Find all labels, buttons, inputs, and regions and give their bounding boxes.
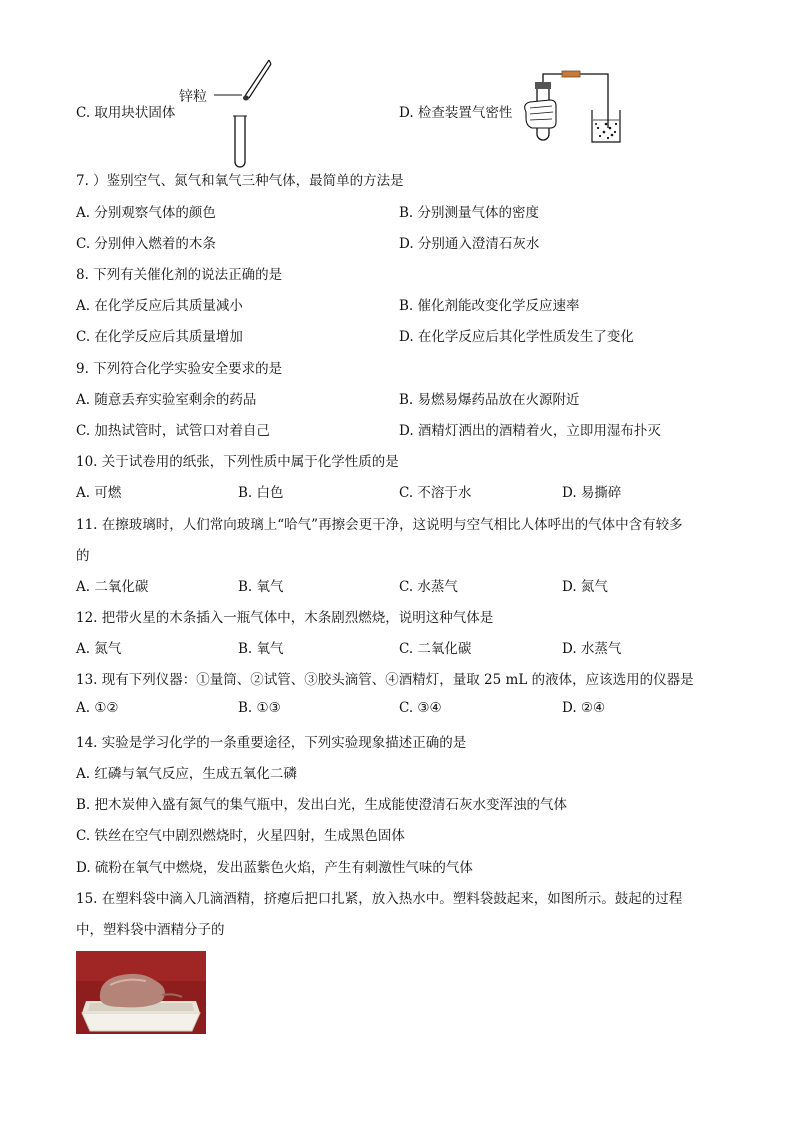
question-13-options [76, 700, 726, 720]
q11-option-b: B. 氧气 [238, 579, 284, 595]
q8-option-a: A. 在化学反应后其质量减小 [76, 298, 243, 314]
question-9-options-row-1 [76, 388, 726, 408]
q13-option-b: B. ①③ [238, 700, 281, 716]
q6-option-d: D. 检查装置气密性 [399, 105, 513, 121]
question-7-options-row-2 [76, 232, 726, 252]
q7-option-d: D. 分别通入澄清石灰水 [399, 236, 540, 252]
q7-option-b: B. 分别测量气体的密度 [399, 205, 540, 221]
q10-option-d: D. 易撕碎 [562, 485, 622, 501]
q14-option-a: A. 红磷与氧气反应，生成五氧化二磷 [76, 766, 297, 782]
q11-option-a: A. 二氧化碳 [76, 579, 149, 595]
q7-option-c: C. 分别伸入燃着的木条 [76, 236, 216, 252]
q13-option-c: C. ③④ [399, 700, 442, 716]
test-tube-tweezers-illustration [212, 58, 282, 170]
q7-option-a: A. 分别观察气体的颜色 [76, 205, 216, 221]
q11-option-c: C. 水蒸气 [399, 579, 458, 595]
question-7-options-row-1 [76, 201, 726, 221]
q9-option-b: B. 易燃易爆药品放在火源附近 [399, 392, 580, 408]
q8-option-b: B. 催化剂能改变化学反应速率 [399, 298, 580, 314]
q12-option-c: C. 二氧化碳 [399, 641, 472, 657]
q12-option-b: B. 氧气 [238, 641, 284, 657]
question-9-options-row-2 [76, 419, 726, 439]
plastic-bag-in-hot-water-photo [76, 951, 206, 1034]
question-12-stem: 12. 把带火星的木条插入一瓶气体中，木条剧烈燃烧，说明这种气体是 [76, 610, 494, 626]
q9-option-c: C. 加热试管时，试管口对着自己 [76, 423, 270, 439]
q14-option-d: D. 硫粉在氧气中燃烧，发出蓝紫色火焰，产生有刺激性气味的气体 [76, 860, 473, 876]
question-11-options [76, 575, 726, 595]
question-14-stem: 14. 实验是学习化学的一条重要途径，下列实验现象描述正确的是 [76, 735, 467, 751]
question-12-options [76, 637, 726, 657]
q13-option-a: A. ①② [76, 700, 119, 716]
question-15-stem-continued: 中，塑料袋中酒精分子的 [76, 922, 225, 938]
q10-option-b: B. 白色 [238, 485, 284, 501]
question-8-options-row-1 [76, 294, 726, 314]
question-8-stem: 8. 下列有关催化剂的说法正确的是 [76, 267, 283, 283]
question-9-stem: 9. 下列符合化学实验安全要求的是 [76, 361, 283, 377]
question-8-options-row-2 [76, 325, 726, 345]
zinc-callout: 锌粒 [179, 89, 207, 105]
q12-option-a: A. 氮气 [76, 641, 122, 657]
question-15-stem: 15. 在塑料袋中滴入几滴酒精，挤瘪后把口扎紧，放入热水中。塑料袋鼓起来，如图所示。鼓起的过程 [76, 891, 683, 907]
q11-option-d: D. 氮气 [562, 579, 608, 595]
q10-option-c: C. 不溶于水 [399, 485, 472, 501]
q8-option-c: C. 在化学反应后其质量增加 [76, 329, 243, 345]
question-10-options [76, 481, 726, 501]
question-11-stem: 11. 在擦玻璃时，人们常向玻璃上“哈气”再擦会更干净，这说明与空气相比人体呼出的气体中含有较多 [76, 517, 683, 533]
q6-option-c: C. 取用块状固体 [76, 105, 176, 121]
q10-option-a: A. 可燃 [76, 485, 122, 501]
question-7-stem: 7. ）鉴别空气、氮气和氧气三种气体，最简单的方法是 [76, 173, 404, 189]
q9-option-a: A. 随意丢弃实验室剩余的药品 [76, 392, 257, 408]
question-13-stem: 13. 现有下列仪器：①量筒、②试管、③胶头滴管、④酒精灯，量取 25 mL 的液体，应该选用的仪器是 [76, 672, 694, 688]
question-10-stem: 10. 关于试卷用的纸张，下列性质中属于化学性质的是 [76, 454, 399, 470]
q12-option-d: D. 水蒸气 [562, 641, 622, 657]
q13-option-d: D. ②④ [562, 700, 606, 716]
question-11-stem-continued: 的 [76, 548, 90, 564]
airtightness-apparatus-illustration [520, 66, 620, 146]
q8-option-d: D. 在化学反应后其化学性质发生了变化 [399, 329, 634, 345]
q14-option-c: C. 铁丝在空气中剧烈燃烧时，火星四射，生成黑色固体 [76, 828, 405, 844]
q9-option-d: D. 酒精灯洒出的酒精着火，立即用湿布扑灭 [399, 423, 661, 439]
q14-option-b: B. 把木炭伸入盛有氮气的集气瓶中，发出白光，生成能使澄清石灰水变浑浊的气体 [76, 797, 568, 813]
